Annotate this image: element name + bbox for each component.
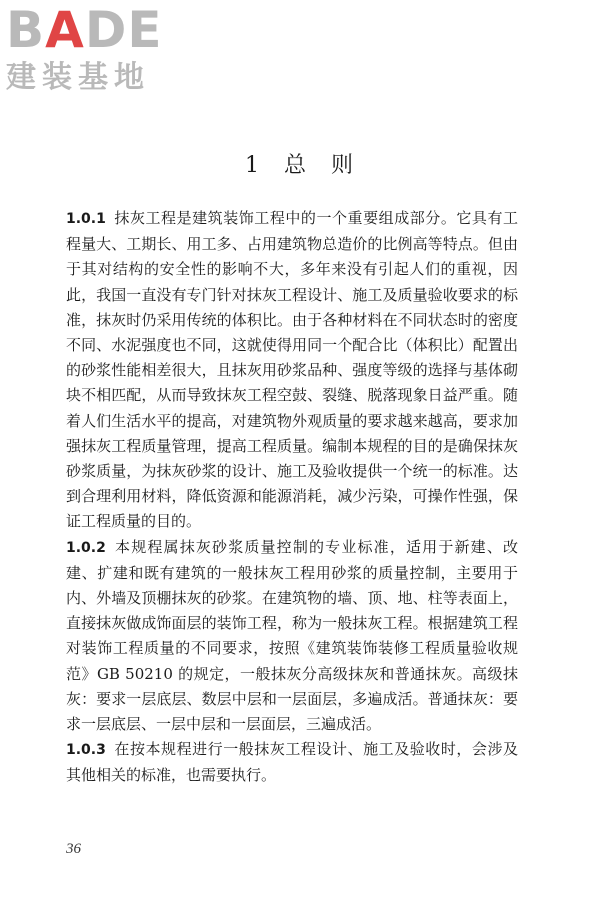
clause-number: 1.0.2: [66, 539, 106, 556]
logo-letters-de: DE: [84, 1, 163, 59]
chapter-title: 1 总 则: [245, 153, 355, 178]
clause-number: 1.0.3: [66, 742, 106, 759]
clause-number: 1.0.1: [66, 211, 106, 227]
bade-logo-text: [6, 2, 181, 58]
clause-1-0-3: [66, 737, 518, 788]
bade-watermark-logo: [6, 2, 181, 96]
logo-letter-b: B: [6, 1, 46, 59]
clause-1-0-2: [66, 535, 518, 738]
clause-text: 在按本规程进行一般抹灰工程设计、施工及验收时，会涉及其他相关的标准，也需要执行。: [66, 740, 518, 785]
logo-letter-a: A: [45, 1, 85, 59]
clause-1-0-1: [66, 206, 518, 535]
logo-subtitle: 建装基地: [6, 60, 150, 95]
clause-text: 本规程属抹灰砂浆质量控制的专业标准，适用于新建、改建、扩建和既有建筑的一般抹灰工程用砂浆的质量控制，主要用于内、外墙及顶棚抹灰的砂浆。在建筑物的墙、顶、地、柱等表面上，直接抹灰做成饰面层的装饰工程，称为一般抹灰工程。根据建筑工程对装饰工程质量的不同要求，按照《建筑装饰装修工程质量验收规范》GB 50210 的规定，一般抹灰分高级抹灰和普通抹灰。高级抹灰：要求一层底层、数层中层和一层面层，多遍成活。普通抹灰：要求一层底层、一层中层和一层面层，三遍成活。: [66, 537, 518, 734]
document-body: [66, 206, 518, 789]
page-number: 36: [66, 841, 81, 857]
clause-text: 抹灰工程是建筑装饰工程中的一个重要组成部分。它具有工程量大、工期长、用工多、占用建筑物总造价的比例高等特点。但由于其对结构的安全性的影响不大，多年来没有引起人们的重视，因此，我国一直没有专门针对抹灰工程设计、施工及质量验收要求的标准，抹灰时仍采用传统的体积比。由于各种材料在不同状态时的密度不同、水泥强度也不同，这就使得用同一个配合比（体积比）配置出的砂浆性能相差很大，且抹灰用砂浆品种、强度等级的选择与基体砌块不相匹配，从而导致抹灰工程空鼓、裂缝、脱落现象日益严重。随着人们生活水平的提高，对建筑物外观质量的要求越来越高，要求加强抹灰工程质量管理，提高工程质量。编制本规程的目的是确保抹灰砂浆质量，为抹灰砂浆的设计、施工及验收提供一个统一的标准。达到合理利用材料，降低资源和能源消耗，减少污染，可操作性强，保证工程质量的目的。: [66, 209, 518, 531]
